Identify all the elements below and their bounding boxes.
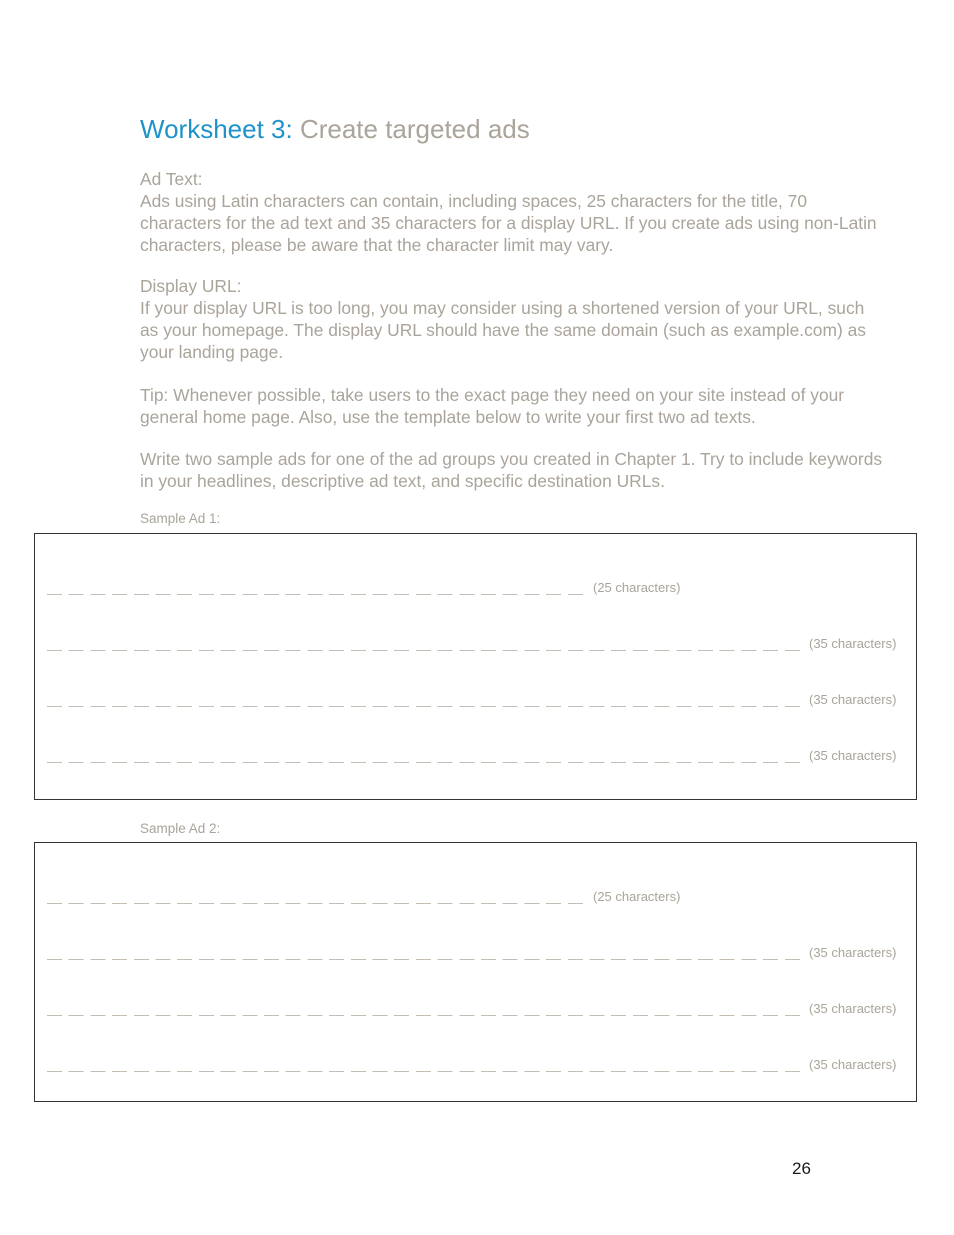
character-limit-hint: (25 characters) [593,580,681,595]
sample-ad-2-box [34,842,917,1102]
character-limit-hint: (35 characters) [809,1057,897,1072]
sample-ad-1-box [34,533,917,800]
blank-line [47,579,583,597]
character-limit-hint: (35 characters) [809,1001,897,1016]
instructions-text: Write two sample ads for one of the ad groups you created in Chapter 1. Try to include keywords in your headlines, descriptive ad text, and specific destination URLs. [140,449,883,491]
page-title [140,112,530,146]
title-rest: Create targeted ads [299,114,530,144]
ad-text-heading: Ad Text: [140,169,203,189]
ad-text-body: Ads using Latin characters can contain, including spaces, 25 characters for the title, 70 characters for the ad text and 35 characters for a display URL. If you create ads using non-Latin characters, please be aware that the character limit may vary. [140,191,877,255]
ad-text-section [140,168,885,256]
blank-line [47,747,800,765]
character-limit-hint: (35 characters) [809,748,897,763]
instructions-section [140,448,885,492]
character-limit-hint: (35 characters) [809,945,897,960]
character-limit-hint: (35 characters) [809,692,897,707]
display-url-body: If your display URL is too long, you may consider using a shortened version of your URL, such as your homepage. The display URL should have the same domain (such as example.com) as your landing page. [140,298,866,362]
blank-line [47,691,800,709]
display-url-section [140,275,885,363]
blank-line [47,1056,800,1074]
blank-line [47,1000,800,1018]
tip-section [140,384,885,428]
blank-line [47,888,583,906]
blank-line [47,944,800,962]
blank-line [47,635,800,653]
character-limit-hint: (25 characters) [593,889,681,904]
display-url-heading: Display URL: [140,276,242,296]
sample-ad-2-label: Sample Ad 2: [140,821,221,836]
tip-text: Tip: Whenever possible, take users to the exact page they need on your site instead of your general home page. Also, use the template below to write your first two ad texts. [140,385,845,427]
page-number: 26 [792,1159,811,1178]
character-limit-hint: (35 characters) [809,636,897,651]
title-prefix: Worksheet 3: [140,114,293,144]
sample-ad-1-label: Sample Ad 1: [140,511,221,526]
